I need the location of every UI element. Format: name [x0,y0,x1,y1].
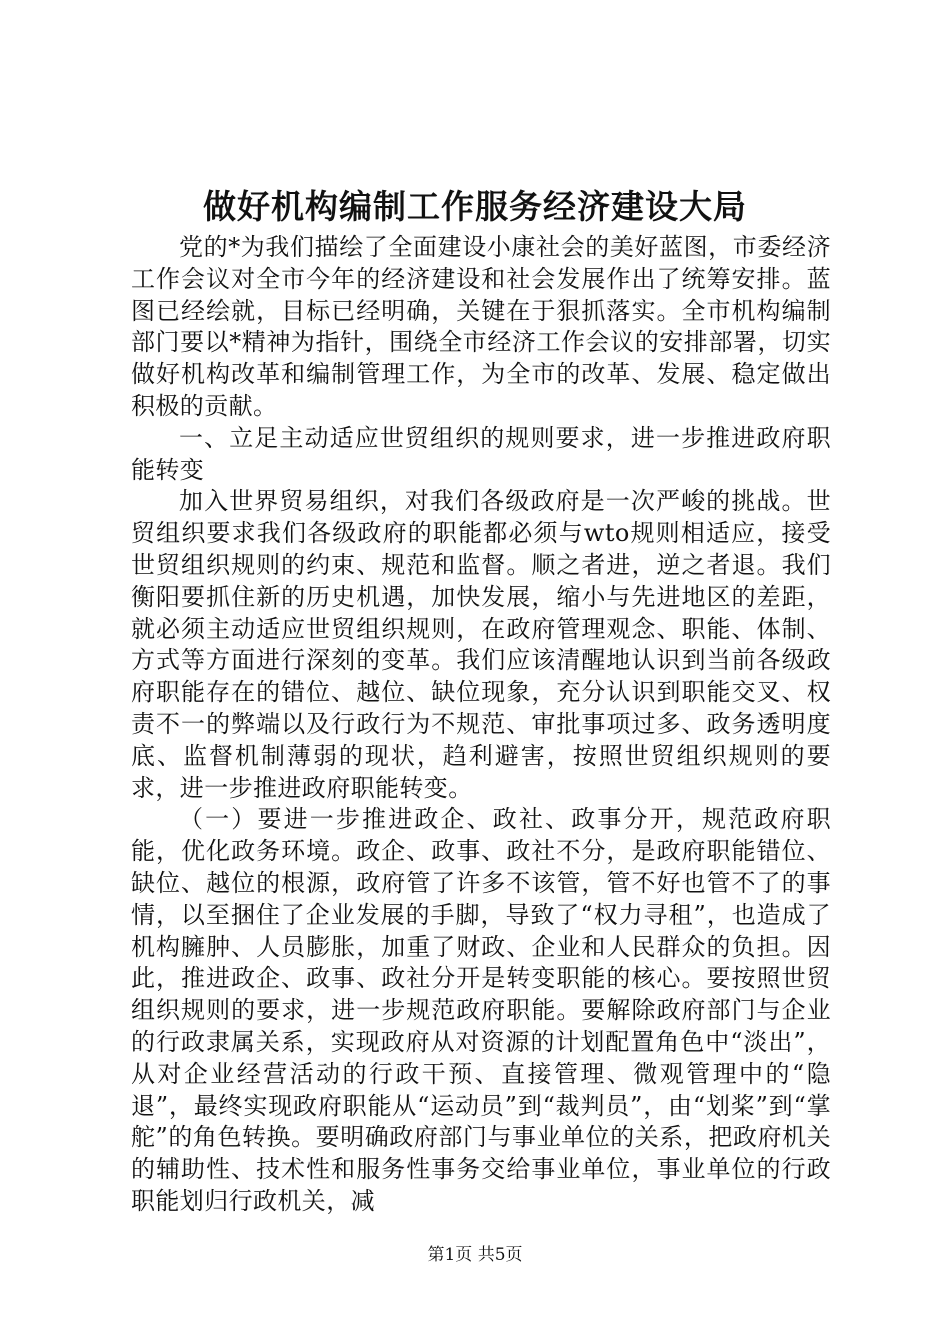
section-heading-1: 一、立足主动适应世贸组织的规则要求，进一步推进政府职能转变 [131,423,831,484]
document-body [131,232,831,1218]
paragraph-subsection-1: （一）要进一步推进政企、政社、政事分开，规范政府职能，优化政务环境。政企、政事、政社不分，是政府职能错位、缺位、越位的根源，政府管了许多不该管，管不好也管不了的事情，以至捆住了企业发展的手脚，导致了“权力寻租”，也造成了机构臃肿、人员膨胀，加重了财政、企业和人民群众的负担。因此，推进政企、政事、政社分开是转变职能的核心。要按照世贸组织规则的要求，进一步规范政府职能。要解除政府部门与企业的行政隶属关系，实现政府从对资源的计划配置角色中“淡出”，从对企业经营活动的行政干预、直接管理、微观管理中的“隐退”，最终实现政府职能从“运动员”到“裁判员”，由“划桨”到“掌舵”的角色转换。要明确政府部门与事业单位的关系，把政府机关的辅助性、技术性和服务性事务交给事业单位，事业单位的行政职能划归行政机关，减 [131,805,831,1215]
page-footer: 第1页 共5页 [427,1245,523,1265]
paragraph-wto: 加入世界贸易组织，对我们各级政府是一次严峻的挑战。世贸组织要求我们各级政府的职能都必须与wto规则相适应，接受世贸组织规则的约束、规范和监督。顺之者进，逆之者退。我们衡阳要抓住新的历史机遇，加快发展，缩小与先进地区的差距，就必须主动适应世贸组织规则，在政府管理观念、职能、体制、方式等方面进行深刻的变革。我们应该清醒地认识到当前各级政府职能存在的错位、越位、缺位现象，充分认识到职能交叉、权责不一的弊端以及行政行为不规范、审批事项过多、政务透明度底、监督机制薄弱的现状，趋利避害，按照世贸组织规则的要求，进一步推进政府职能转变。 [131,487,831,802]
paragraph-intro: 党的*为我们描绘了全面建设小康社会的美好蓝图，市委经济工作会议对全市今年的经济建设和社会发展作出了统筹安排。蓝图已经绘就，目标已经明确，关键在于狠抓落实。全市机构编制部门要以*精神为指针，围绕全市经济工作会议的安排部署，切实做好机构改革和编制管理工作，为全市的改革、发展、稳定做出积极的贡献。 [131,233,831,420]
document-title: 做好机构编制工作服务经济建设大局 [203,187,747,226]
